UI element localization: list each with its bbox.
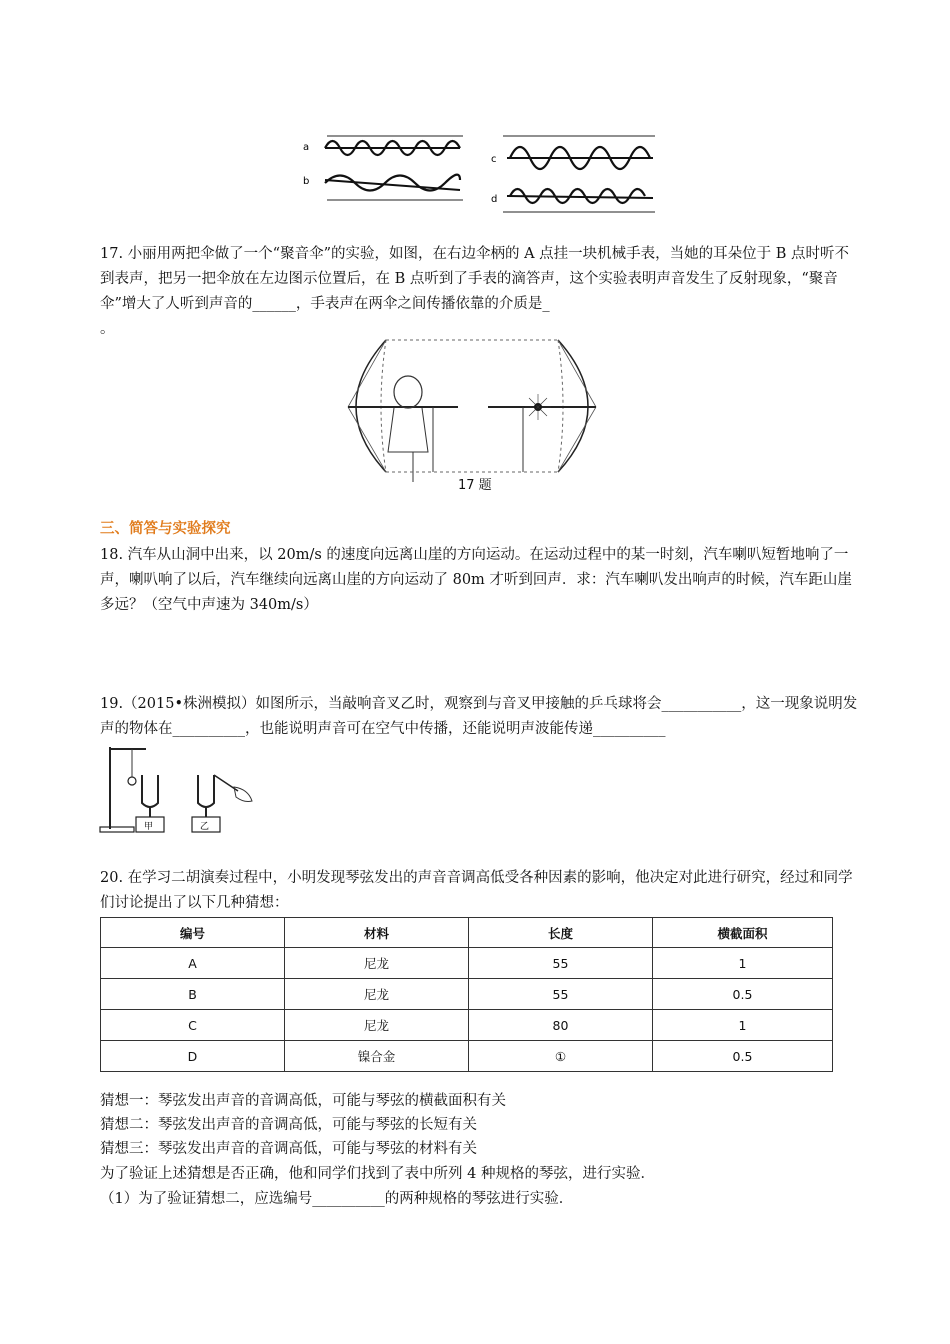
table-cell: 55 (469, 948, 653, 979)
table-cell: 尼龙 (285, 948, 469, 979)
sub-question-1: （1）为了验证猜想二，应选编号__________的两种规格的琴弦进行实验． (100, 1191, 574, 1207)
question-18: 18. 汽车从山洞中出来，以 20m/s 的速度向远离山崖的方向运动。在运动过程中的某一时刻，汽车喇叭短暂地响了一声，喇叭响了以后，汽车继续向远离山崖的方向运动了 80m 才听到回声．求：汽车喇叭发出响声的时候，汽车距山崖多远？（空气中声速为 340m/s） (100, 547, 852, 613)
fork-label-jia: 甲 (144, 822, 154, 832)
table-cell: 55 (469, 979, 653, 1010)
question-17 (100, 242, 860, 342)
table-header: 材料 (285, 918, 469, 948)
table-cell: 80 (469, 1010, 653, 1041)
table-cell: D (101, 1041, 285, 1072)
guess-2: 猜想二：琴弦发出声音的音调高低，可能与琴弦的长短有关 (100, 1117, 477, 1133)
table-header: 长度 (469, 918, 653, 948)
table-cell: 尼龙 (285, 1010, 469, 1041)
guess-1: 猜想一：琴弦发出声音的音调高低，可能与琴弦的横截面积有关 (100, 1093, 506, 1109)
table-cell: 1 (653, 1010, 833, 1041)
table-row (101, 1010, 833, 1041)
wave-label-a: a (303, 142, 310, 153)
table-cell: 镍合金 (285, 1041, 469, 1072)
question-19: 19.（2015•株洲模拟）如图所示，当敲响音叉乙时，观察到与音叉甲接触的乒乓球将会___________，这一现象说明发声的物体在__________，也能说明声音可在空气中传播，还能说明声波能传递__________ (100, 696, 858, 737)
table-cell: 0.5 (653, 1041, 833, 1072)
wave-label-b: b (303, 176, 310, 187)
table-header: 编号 (101, 918, 285, 948)
fork-label-yi: 乙 (200, 822, 210, 832)
figure-17-caption: 17 题 (458, 478, 492, 493)
wave-label-d: d (491, 194, 498, 205)
table-row (101, 979, 833, 1010)
table-cell: B (101, 979, 285, 1010)
string-spec-table (100, 917, 833, 1072)
table-cell: 0.5 (653, 979, 833, 1010)
wave-label-c: c (491, 154, 497, 165)
table-cell: C (101, 1010, 285, 1041)
table-header-row (101, 918, 833, 948)
table-cell: 1 (653, 948, 833, 979)
table-header: 横截面积 (653, 918, 833, 948)
question-17-text: 17. 小丽用两把伞做了一个“聚音伞”的实验，如图，在右边伞柄的 A 点挂一块机械手表，当她的耳朵位于 B 点时听不到表声，把另一把伞放在左边图示位置后，在 B 点听到了手表的滴答声，这个实验表明声音发生了反射现象，“聚音伞”增大了人听到声音的______，手表声在两伞之间传播依靠的介质是_ (100, 246, 850, 312)
table-cell: A (101, 948, 285, 979)
table-cell: ① (469, 1041, 653, 1072)
question-20: 20. 在学习二胡演奏过程中，小明发现琴弦发出的声音音调高低受各种因素的影响，他决定对此进行研究，经过和同学们讨论提出了以下几种猜想： (100, 870, 853, 911)
waveform-figure (295, 128, 665, 218)
tuning-fork-figure (98, 745, 258, 835)
table-row (101, 948, 833, 979)
section-3-title: 三、简答与实验探究 (100, 521, 231, 537)
question-17-end: 。 (100, 321, 115, 337)
table-row (101, 1041, 833, 1072)
guess-3: 猜想三：琴弦发出声音的音调高低，可能与琴弦的材料有关 (100, 1141, 477, 1157)
table-cell: 尼龙 (285, 979, 469, 1010)
verify-text: 为了验证上述猜想是否正确，他和同学们找到了表中所列 4 种规格的琴弦，进行实验． (100, 1166, 655, 1182)
